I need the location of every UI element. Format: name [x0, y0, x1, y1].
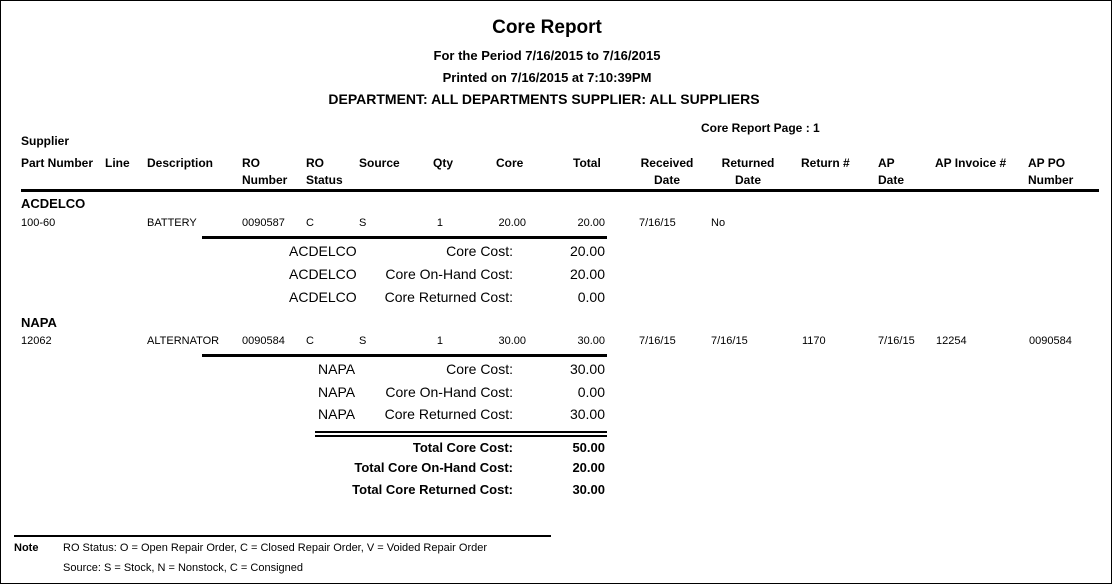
summary-label: Core On-Hand Cost:	[385, 384, 513, 400]
col-returned-date: Returned Date	[721, 156, 775, 187]
group-header-acdelco: ACDELCO	[21, 196, 86, 211]
cell-qty: 1	[436, 217, 443, 229]
summary-label: Core Returned Cost:	[384, 289, 513, 305]
cell-core: 30.00	[498, 335, 526, 347]
col-received-date: Received Date	[640, 156, 694, 187]
total-onhand-cost-value: 20.00	[572, 460, 605, 475]
cell-ap-invoice: 12254	[936, 335, 967, 347]
summary-value: 0.00	[577, 289, 605, 305]
col-ap-date: AP Date	[878, 156, 905, 187]
summary-value: 30.00	[569, 406, 605, 422]
total-onhand-cost-label: Total Core On-Hand Cost:	[354, 460, 513, 475]
col-total: Total	[573, 156, 601, 170]
cell-ro-status: C	[306, 335, 314, 347]
group-header-napa: NAPA	[21, 315, 57, 330]
totals-divider-top	[315, 431, 607, 433]
note-divider	[14, 535, 551, 537]
cell-total: 30.00	[577, 335, 605, 347]
cell-ap-date: 7/16/15	[878, 335, 915, 347]
summary-supplier: NAPA	[318, 406, 356, 422]
cell-received-date: 7/16/15	[639, 335, 676, 347]
summary-supplier: NAPA	[318, 361, 356, 377]
col-return-number: Return #	[801, 156, 850, 170]
cell-part-number: 100-60	[21, 217, 56, 229]
col-ro-status: RO Status	[306, 156, 343, 187]
cell-qty: 1	[436, 335, 443, 347]
note-ro-status-legend: RO Status: O = Open Repair Order, C = Closed Repair Order, V = Voided Repair Order	[63, 542, 488, 554]
summary-supplier: ACDELCO	[289, 266, 357, 282]
summary-supplier: NAPA	[318, 384, 356, 400]
summary-label: Core Cost:	[446, 243, 513, 259]
header-divider	[21, 189, 1099, 192]
cell-ro-number: 0090584	[242, 335, 285, 347]
summary-label: Core On-Hand Cost:	[385, 266, 513, 282]
col-part-number: Part Number	[21, 156, 94, 170]
totals-divider-bottom	[315, 435, 607, 437]
report-filters: DEPARTMENT: ALL DEPARTMENTS SUPPLIER: ALL SUPPLIERS	[328, 91, 760, 107]
report-title: Core Report	[492, 17, 602, 38]
col-supplier: Supplier	[21, 134, 70, 148]
total-core-cost-label: Total Core Cost:	[412, 440, 513, 455]
cell-ap-po-number: 0090584	[1029, 335, 1072, 347]
cell-core: 20.00	[498, 217, 526, 229]
cell-total: 20.00	[577, 217, 605, 229]
col-ap-invoice: AP Invoice #	[935, 156, 1007, 170]
group-divider	[202, 354, 607, 357]
cell-received-date: 7/16/15	[639, 217, 676, 229]
cell-returned-date: No	[711, 217, 726, 229]
total-returned-cost-value: 30.00	[572, 482, 605, 497]
summary-label: Core Returned Cost:	[384, 406, 513, 422]
group-divider	[202, 236, 607, 239]
note-label: Note	[14, 542, 39, 554]
col-description: Description	[147, 156, 214, 170]
summary-value: 20.00	[569, 266, 605, 282]
col-ro-number: RO Number	[242, 156, 288, 187]
total-returned-cost-label: Total Core Returned Cost:	[352, 482, 513, 497]
cell-description: BATTERY	[147, 217, 197, 229]
summary-value: 30.00	[569, 361, 605, 377]
col-core: Core	[496, 156, 524, 170]
note-source-legend: Source: S = Stock, N = Nonstock, C = Consigned	[63, 562, 303, 574]
cell-part-number: 12062	[21, 335, 52, 347]
summary-value: 20.00	[569, 243, 605, 259]
report-period: For the Period 7/16/2015 to 7/16/2015	[433, 48, 661, 63]
summary-label: Core Cost:	[446, 361, 513, 377]
cell-ro-number: 0090587	[242, 217, 285, 229]
cell-source: S	[359, 335, 367, 347]
total-core-cost-value: 50.00	[572, 440, 605, 455]
col-source: Source	[359, 156, 400, 170]
col-qty: Qty	[433, 156, 454, 170]
summary-value: 0.00	[577, 384, 605, 400]
summary-supplier: ACDELCO	[289, 243, 357, 259]
cell-returned-date: 7/16/15	[711, 335, 748, 347]
cell-description: ALTERNATOR	[147, 335, 220, 347]
col-line: Line	[105, 156, 130, 170]
cell-source: S	[359, 217, 367, 229]
cell-return-number: 1170	[802, 335, 826, 347]
summary-supplier: ACDELCO	[289, 289, 357, 305]
page-number: Core Report Page : 1	[701, 121, 820, 135]
cell-ro-status: C	[306, 217, 314, 229]
report-printed: Printed on 7/16/2015 at 7:10:39PM	[442, 70, 652, 85]
col-ap-po-number: AP PO Number	[1028, 156, 1074, 187]
